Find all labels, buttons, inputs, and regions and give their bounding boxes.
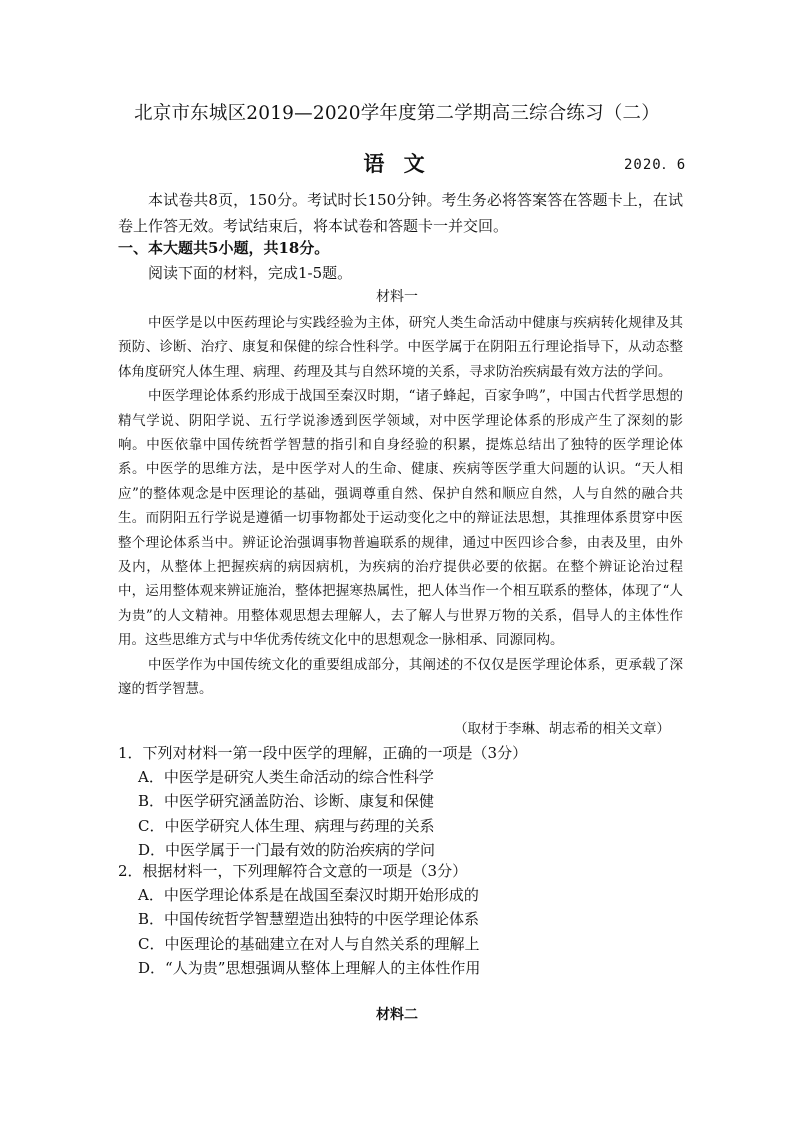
question-2 xyxy=(118,859,698,980)
option-d: D．“人为贵”思想强调从整体上理解人的主体性作用 xyxy=(138,958,481,977)
option-c: C．中医学研究人体生理、病理与药理的关系 xyxy=(138,816,435,835)
option-a: A．中医学理论体系是在战国至秦汉时期开始形成的 xyxy=(138,886,479,904)
exam-instructions: 本试卷共8页，150分。考试时长150分钟。考生务必将答案答在答题卡上，在试卷上作答无效。考试结束后，将本试卷和答题卡一并交回。 xyxy=(118,191,683,235)
option-a: A．中医学是研究人类生命活动的综合性科学 xyxy=(138,768,434,786)
question-stem: 1．下列对材料一第一段中医学的理解，正确的一项是（3分） xyxy=(118,744,528,762)
section-heading: 一、本大题共5小题，共18分。 xyxy=(118,239,330,257)
material-1-paragraph: 中医学是以中医药理论与实践经验为主体，研究人类生命活动中健康与疾病转化规律及其预防、诊断、治疗、康复和保健的综合性科学。中医学属于在阴阳五行理论指导下，从动态整体角度研究人体生理、病理、药理及其与自然环境的关系，寻求防治疾病最有效方法的学问。 xyxy=(118,315,683,380)
subject-title: 语 文 xyxy=(363,151,431,176)
material-1-source: （取材于李琳、胡志希的相关文章） xyxy=(454,721,670,737)
exam-date: 2020．6 xyxy=(624,157,687,173)
option-b: B．中国传统哲学智慧塑造出独特的中医学理论体系 xyxy=(138,910,480,929)
question-1 xyxy=(118,741,698,862)
question-stem: 2．根据材料一，下列理解符合文意的一项是（3分） xyxy=(118,862,468,880)
material-2-title: 材料二 xyxy=(376,1007,418,1023)
material-1-paragraph: 中医学理论体系约形成于战国至秦汉时期，“诸子蜂起，百家争鸣”，中国古代哲学思想的精气学说、阴阳学说、五行学说渗透到医学领域，对中医学理论体系的形成产生了深刻的影响。中医依靠中国传统哲学智慧的指引和自身经验的积累，提炼总结出了独特的医学理论体系。中医学的思维方法，是中医学对人的生命、健康、疾病等医学重大问题的认识。“天人相应”的整体观念是中医理论的基础，强调尊重自然、保护自然和顺应自然，人与自然的融合共生。而阴阳五行学说是遵循一切事物都处于运动变化之中的辩证法思想，其推理体系贯穿中医整个理论体系当中。辨证论治强调事物普遍联系的规律，通过中医四诊合参，由表及里，由外及内，从整体上把握疾病的病因病机，为疾病的治疗提供必要的依据。在整个辨证论治过程中，运用整体观来辨证施治，整体把握寒热属性，把人体当作一个相互联系的整体，体现了“人为贵”的人文精神。用整体观思想去理解人，去了解人与世界万物的关系，倡导人的主体性作用。这些思维方式与中华优秀传统文化中的思想观念一脉相承、同源同构。 xyxy=(118,388,683,649)
section-instruction: 阅读下面的材料，完成1-5题。 xyxy=(148,264,353,282)
option-d: D．中医学属于一门最有效的防治疾病的学问 xyxy=(138,840,436,859)
material-1-paragraph: 中医学作为中国传统文化的重要组成部分，其阐述的不仅仅是医学理论体系，更承载了深邃的哲学智慧。 xyxy=(118,656,683,698)
option-c: C．中医理论的基础建立在对人与自然关系的理解上 xyxy=(138,934,480,953)
material-1-body xyxy=(118,311,683,702)
option-b: B．中医学研究涵盖防治、诊断、康复和保健 xyxy=(138,792,435,811)
material-1-title: 材料一 xyxy=(376,289,418,305)
exam-title: 北京市东城区2019—2020学年度第二学期高三综合练习（二） xyxy=(134,103,660,124)
